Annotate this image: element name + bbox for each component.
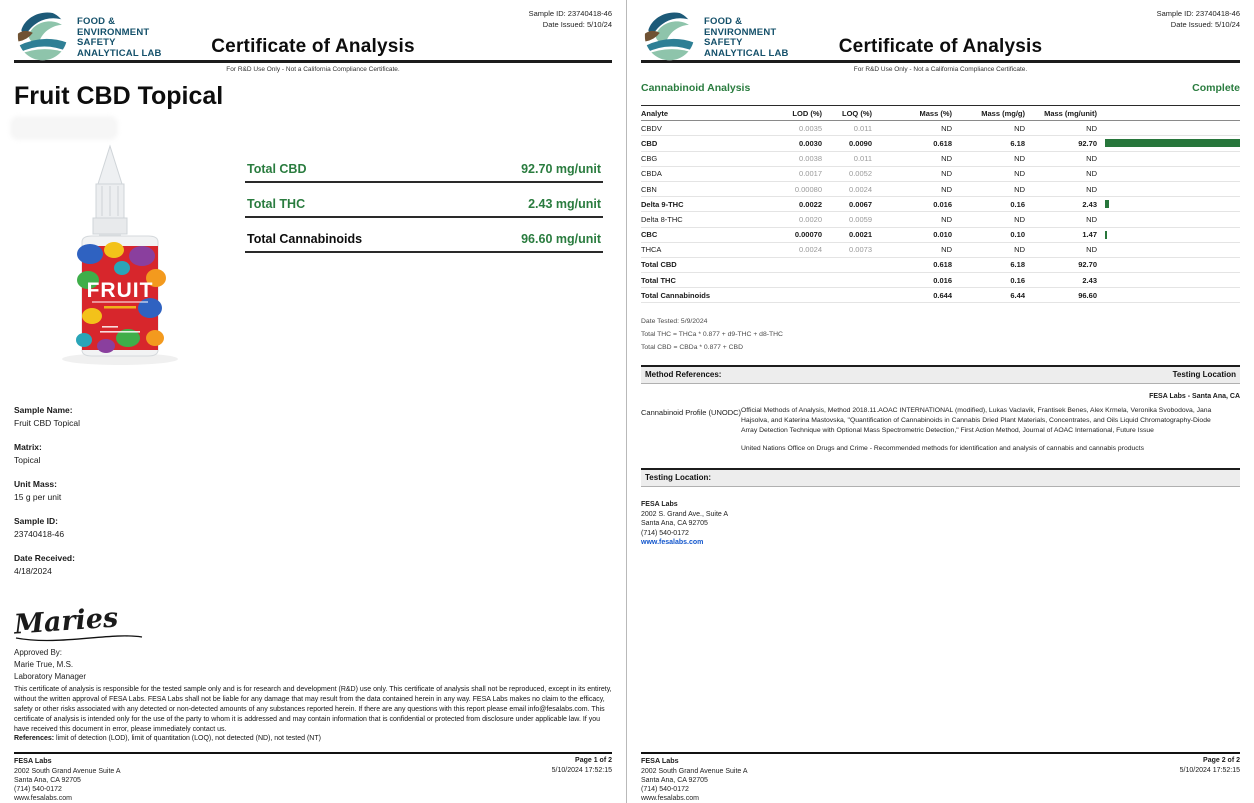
page-header xyxy=(14,0,612,63)
date-issued-text: Date Issued: 5/10/24 xyxy=(542,19,612,29)
header-meta xyxy=(529,9,612,30)
rd-use-subtitle: For R&D Use Only - Not a California Compliance Certificate. xyxy=(226,66,400,73)
mass-mg-unit-value: ND xyxy=(1086,169,1097,179)
footer-company: FESA Labs xyxy=(641,756,679,765)
sample-info-group xyxy=(14,515,80,541)
method-references-content xyxy=(641,393,1240,454)
method-name: Cannabinoid Profile (UNODC) xyxy=(641,408,742,418)
disclaimer-text: This certificate of analysis is responsible for the tested sample only and is for research and development (R&D) use only. This certificate of analysis shall not be reproduced, except in its entirety, without the written approval of FESA Labs. FESA Labs shall not be liable for any damage that may result from the data contained herein in any way. FESA Labs makes no claim to the efficacy, safety or other risks associated with any detected or non-detected amounts of any substances reported herein. If there are any questions with this report please email info@fesalabs.com. This certificate of analysis is intended only for the use of the party to whom it is addressed and may contain information that is confidential or protected from disclosure under applicable law. If you have received this document in error, please immediately contact us. xyxy=(14,686,612,733)
footer-address xyxy=(641,767,1240,803)
mass-mg-unit-value: ND xyxy=(1086,184,1097,194)
loq-value: 0.0024 xyxy=(849,184,872,194)
mass-pct-value: 0.644 xyxy=(933,290,952,300)
logo-line: ANALYTICAL LAB xyxy=(704,47,789,59)
table-row xyxy=(641,167,1240,182)
mass-bar-cell xyxy=(1105,200,1240,208)
footer-address-line: Santa Ana, CA 92705 xyxy=(14,777,81,784)
lod-value: 0.0024 xyxy=(799,245,822,255)
sample-info-group xyxy=(14,404,80,430)
total-value: 2.43 mg/unit xyxy=(528,197,601,211)
mass-mg-g-value: 6.18 xyxy=(1010,260,1025,270)
lod-value: 0.00080 xyxy=(794,184,822,194)
table-row xyxy=(641,258,1240,273)
mass-bar-cell xyxy=(1105,276,1240,284)
section-title: Cannabinoid Analysis xyxy=(641,82,751,94)
mass-mg-g-value: 0.16 xyxy=(1010,275,1025,285)
sample-info-group xyxy=(14,552,80,578)
loq-value: 0.011 xyxy=(853,123,872,133)
analyte-name: CBD xyxy=(641,138,658,148)
method-references-label: Method References: xyxy=(645,370,722,380)
footer-address-line: 2002 South Grand Avenue Suite A xyxy=(14,768,121,775)
mass-bar-cell xyxy=(1105,231,1240,239)
totals-summary-table xyxy=(245,148,603,253)
date-issued-text: Date Issued: 5/10/24 xyxy=(1170,19,1240,29)
table-row xyxy=(641,273,1240,288)
page-footer xyxy=(641,752,1240,802)
references-line xyxy=(14,735,612,742)
footer-phone: (714) 540-0172 xyxy=(14,786,62,793)
logo-line: SAFETY xyxy=(704,37,743,48)
mass-bar-cell xyxy=(1105,246,1240,254)
logo-line: ENVIRONMENT xyxy=(704,26,777,38)
table-row xyxy=(641,243,1240,258)
testing-location-address xyxy=(641,500,1240,548)
product-title: Fruit CBD Topical xyxy=(14,82,224,110)
logo-line: ENVIRONMENT xyxy=(77,26,150,38)
mass-bar-cell xyxy=(1105,139,1240,147)
sample-info-section xyxy=(14,404,80,589)
page-number: Page 1 of 2 xyxy=(575,757,612,764)
method-citation-2: United Nations Office on Drugs and Crime - Recommended methods for identification and analysis of cannabis and cannabis products xyxy=(741,445,1144,453)
total-value: 92.70 mg/unit xyxy=(521,162,601,176)
mass-mg-unit-value: 92.70 xyxy=(1078,260,1097,270)
mass-pct-value: ND xyxy=(941,245,952,255)
analyte-name: CBG xyxy=(641,154,658,164)
bar-column-spacer xyxy=(1105,109,1240,117)
analyte-name: Total Cannabinoids xyxy=(641,290,711,300)
sample-info-value: 4/18/2024 xyxy=(14,566,52,576)
table-row xyxy=(641,136,1240,151)
mass-mg-unit-value: ND xyxy=(1086,154,1097,164)
analyte-name: Delta 8-THC xyxy=(641,214,683,224)
signature-swoosh xyxy=(14,632,144,646)
references-label: References: xyxy=(14,735,55,742)
page-header xyxy=(641,0,1240,63)
sample-info-label: Matrix: xyxy=(14,442,42,452)
mass-mg-g-value: 0.16 xyxy=(1010,199,1025,209)
analyte-name: CBC xyxy=(641,230,658,240)
sample-info-group xyxy=(14,441,80,467)
lod-value: 0.00070 xyxy=(794,230,822,240)
mass-mg-unit-value: ND xyxy=(1086,214,1097,224)
mass-bar-cell xyxy=(1105,185,1240,193)
sample-id-text: Sample ID: 23740418-46 xyxy=(1156,9,1240,18)
analyte-name: Delta 9-THC xyxy=(641,199,684,209)
footer-phone: (714) 540-0172 xyxy=(641,786,689,793)
loq-value: 0.0059 xyxy=(849,214,872,224)
total-value: 96.60 mg/unit xyxy=(521,232,601,246)
loq-value: 0.0090 xyxy=(849,138,872,148)
mass-pct-value: 0.016 xyxy=(933,199,952,209)
status-badge: Complete xyxy=(1192,82,1240,94)
total-row xyxy=(245,183,603,218)
analyte-name: CBN xyxy=(641,184,657,194)
approver-name: Marie True, M.S. xyxy=(14,660,74,669)
mass-pct-value: 0.618 xyxy=(933,138,952,148)
total-label: Total THC xyxy=(247,197,306,211)
mass-mg-g-value: ND xyxy=(1014,245,1025,255)
sample-info-label: Unit Mass: xyxy=(14,479,57,489)
lod-value: 0.0038 xyxy=(799,154,822,164)
table-row xyxy=(641,121,1240,136)
table-row xyxy=(641,228,1240,243)
mass-mg-unit-value: 96.60 xyxy=(1078,290,1097,300)
method-references-bar xyxy=(641,365,1240,384)
footer-website: www.fesalabs.com xyxy=(641,795,699,802)
references-text: limit of detection (LOD), limit of quantitation (LOQ), not detected (ND), not tested (NT) xyxy=(54,735,321,742)
total-label: Total Cannabinoids xyxy=(247,232,363,246)
sample-id-text: Sample ID: 23740418-46 xyxy=(528,9,612,18)
loq-value: 0.0073 xyxy=(849,245,872,255)
column-header: Mass (mg/unit) xyxy=(1044,108,1097,118)
lod-value: 0.0035 xyxy=(799,123,822,133)
certificate-title: Certificate of Analysis xyxy=(838,36,1043,57)
lab-phone: (714) 540-0172 xyxy=(641,529,689,537)
analysis-note: Date Tested: 5/9/2024 xyxy=(641,318,708,326)
mass-pct-value: 0.016 xyxy=(933,275,952,285)
mass-mg-g-value: ND xyxy=(1014,214,1025,224)
mass-mg-g-value: ND xyxy=(1014,184,1025,194)
mass-mg-g-value: ND xyxy=(1014,154,1025,164)
total-label: Total CBD xyxy=(247,162,307,176)
analyte-name: CBDA xyxy=(641,169,662,179)
product-photo xyxy=(58,140,183,375)
mass-pct-value: ND xyxy=(941,214,952,224)
analysis-notes xyxy=(641,316,1240,354)
testing-location-bar xyxy=(641,468,1240,487)
cannabinoid-table xyxy=(641,105,1240,303)
signature-script: Maries xyxy=(13,602,120,641)
analysis-section-header xyxy=(641,82,1240,94)
testing-location-header: Testing Location: xyxy=(645,473,712,483)
mass-bar-cell xyxy=(1105,261,1240,269)
sample-info-value: 23740418-46 xyxy=(14,529,65,539)
column-header: LOD (%) xyxy=(792,108,822,118)
analysis-note: Total CBD = CBDa * 0.877 + CBD xyxy=(641,343,743,351)
mass-mg-unit-value: 2.43 xyxy=(1082,199,1097,209)
mass-mg-g-value: ND xyxy=(1014,169,1025,179)
loq-value: 0.0067 xyxy=(849,199,872,209)
logo-line: FOOD & xyxy=(77,16,116,27)
mass-pct-value: ND xyxy=(941,169,952,179)
table-row xyxy=(641,182,1240,197)
column-header: LOQ (%) xyxy=(842,108,872,118)
analyte-name: Total CBD xyxy=(641,260,677,270)
mass-pct-value: 0.618 xyxy=(933,260,952,270)
mass-mg-unit-value: ND xyxy=(1086,245,1097,255)
logo-line: ANALYTICAL LAB xyxy=(77,47,162,59)
analyte-name: THCA xyxy=(641,245,662,255)
loq-value: 0.0052 xyxy=(849,169,872,179)
rd-use-subtitle: For R&D Use Only - Not a California Compliance Certificate. xyxy=(853,66,1028,73)
table-row xyxy=(641,152,1240,167)
footer-address xyxy=(14,767,612,803)
total-row xyxy=(245,218,603,253)
faded-watermark xyxy=(10,116,118,140)
logo-line: FOOD & xyxy=(704,16,743,27)
column-header: Mass (%) xyxy=(919,108,952,118)
testing-location-label: Testing Location xyxy=(1172,370,1236,380)
lod-value: 0.0017 xyxy=(799,169,822,179)
coa-page-2 xyxy=(627,0,1254,803)
loq-value: 0.011 xyxy=(853,154,872,164)
lab-address-line: Santa Ana, CA 92705 xyxy=(641,520,708,528)
lab-address-line: 2002 S. Grand Ave., Suite A xyxy=(641,510,729,518)
sample-info-value: Fruit CBD Topical xyxy=(14,418,80,428)
footer-website: www.fesalabs.com xyxy=(14,795,72,802)
mass-mg-unit-value: 92.70 xyxy=(1078,138,1097,148)
analyte-name: Total THC xyxy=(641,275,676,285)
approved-by-label: Approved By: xyxy=(14,648,63,657)
table-row xyxy=(641,288,1240,303)
header-meta xyxy=(1157,9,1240,30)
table-row xyxy=(641,212,1240,227)
page-footer xyxy=(14,752,612,802)
table-row xyxy=(641,197,1240,212)
footer-company: FESA Labs xyxy=(14,756,52,765)
mass-bar-cell xyxy=(1105,170,1240,178)
mass-mg-g-value: ND xyxy=(1014,123,1025,133)
analysis-note: Total THC = THCa * 0.877 + d9-THC + d8-THC xyxy=(641,331,783,339)
footer-address-line: Santa Ana, CA 92705 xyxy=(641,777,708,784)
approver-title: Laboratory Manager xyxy=(14,672,87,681)
mass-mg-g-value: 0.10 xyxy=(1010,230,1025,240)
table-header-row xyxy=(641,105,1240,121)
bottle-brand-text: FRUIT xyxy=(86,279,154,302)
mass-mg-unit-value: ND xyxy=(1086,123,1097,133)
mass-bar xyxy=(1105,231,1107,239)
mass-pct-value: ND xyxy=(941,154,952,164)
mass-pct-value: ND xyxy=(941,184,952,194)
logo-line: SAFETY xyxy=(77,37,116,48)
lab-website-link[interactable]: www.fesalabs.com xyxy=(641,539,704,547)
mass-bar xyxy=(1105,200,1109,208)
footer-address-line: 2002 South Grand Avenue Suite A xyxy=(641,768,748,775)
sample-info-label: Sample Name: xyxy=(14,405,73,415)
mass-bar-cell xyxy=(1105,124,1240,132)
mass-mg-unit-value: 2.43 xyxy=(1082,275,1097,285)
analyte-name: CBDV xyxy=(641,123,662,133)
column-header: Mass (mg/g) xyxy=(981,108,1025,118)
lod-value: 0.0020 xyxy=(799,214,822,224)
sample-info-value: Topical xyxy=(14,455,41,465)
mass-bar-cell xyxy=(1105,215,1240,223)
mass-mg-unit-value: 1.47 xyxy=(1082,230,1097,240)
sample-info-label: Date Received: xyxy=(14,553,75,563)
certificate-title: Certificate of Analysis xyxy=(211,36,415,57)
lab-name: FESA Labs xyxy=(641,501,678,509)
sample-info-label: Sample ID: xyxy=(14,516,58,526)
sample-info-value: 15 g per unit xyxy=(14,492,62,502)
method-location: FESA Labs - Santa Ana, CA xyxy=(1149,393,1240,401)
mass-bar-cell xyxy=(1105,291,1240,299)
method-citation-1: Official Methods of Analysis, Method 2018.11.AOAC INTERNATIONAL (modified), Lukas Vaclavik, Frantisek Benes, Alex Krmela, Veronika Svobodova, Jana Hajsolva, and Katerina Mastovska, "Quantification of Cannabinoids in Cannabis Dried Plant Materials, Concentrates, and Oils Liquid Chromatography-Diode Array Detection Technique with Optional Mass Spectrometric Detection," First Action Method, Journal of AOAC International, Future Issue xyxy=(741,407,1212,434)
mass-pct-value: 0.010 xyxy=(933,230,952,240)
mass-mg-g-value: 6.44 xyxy=(1010,290,1025,300)
mass-bar xyxy=(1105,139,1240,147)
footer-timestamp: 5/10/2024 17:52:15 xyxy=(551,767,612,774)
mass-bar-cell xyxy=(1105,155,1240,163)
sample-info-group xyxy=(14,478,80,504)
column-header: Analyte xyxy=(641,108,669,118)
mass-pct-value: ND xyxy=(941,123,952,133)
footer-timestamp: 5/10/2024 17:52:15 xyxy=(1179,767,1240,774)
lod-value: 0.0022 xyxy=(799,199,822,209)
page-number: Page 2 of 2 xyxy=(1203,757,1240,764)
total-row xyxy=(245,148,603,183)
mass-mg-g-value: 6.18 xyxy=(1010,138,1025,148)
loq-value: 0.0021 xyxy=(849,230,872,240)
lod-value: 0.0030 xyxy=(799,138,822,148)
